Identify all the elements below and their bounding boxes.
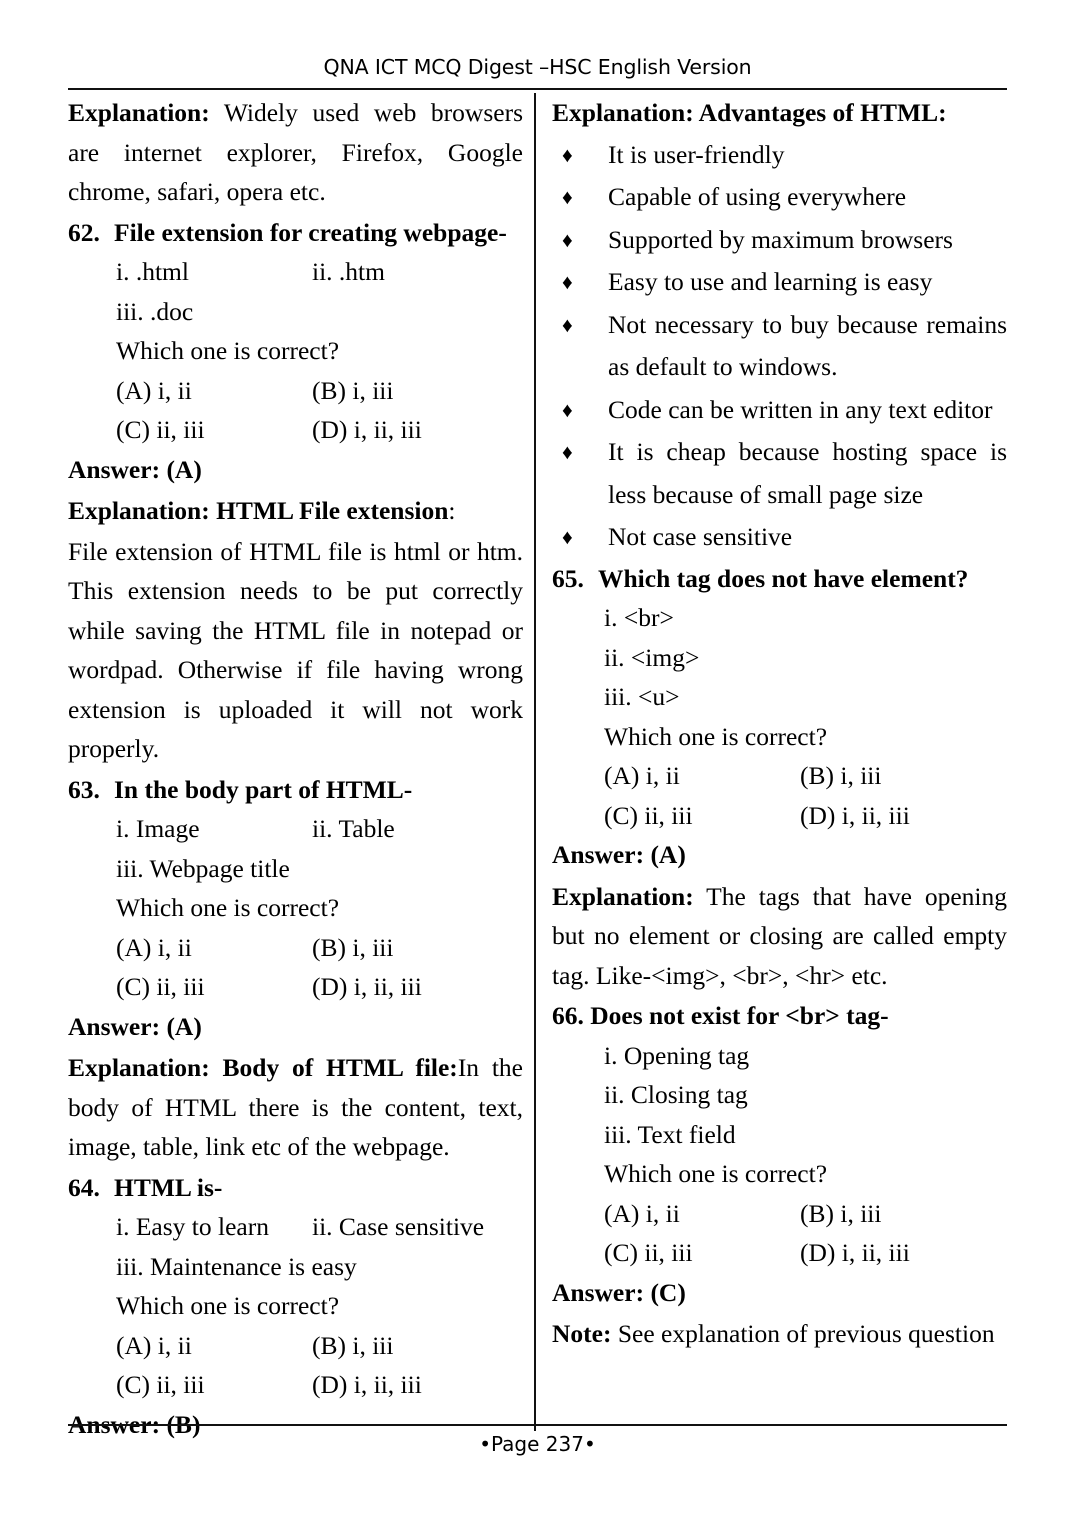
question-63-option-c[interactable]: (C) ii, iii bbox=[116, 972, 205, 1001]
question-65-heading bbox=[552, 559, 1007, 599]
diamond-bullet-icon: ♦ bbox=[562, 142, 573, 167]
question-64-option-a[interactable]: (A) i, ii bbox=[116, 1330, 192, 1360]
question-64-answer: Answer: (B) bbox=[68, 1409, 201, 1439]
question-62-item-i: i. .html bbox=[116, 257, 189, 286]
diamond-bullet-icon: ♦ bbox=[562, 397, 573, 422]
question-63-options-row-1 bbox=[68, 928, 523, 968]
question-63-item-iii: iii. Webpage title bbox=[116, 853, 290, 883]
diamond-bullet-icon: ♦ bbox=[562, 227, 573, 252]
explanation-body-of-html bbox=[68, 1048, 523, 1167]
question-66-item-i: i. Opening tag bbox=[604, 1040, 750, 1070]
question-64-number: 64. bbox=[68, 1172, 100, 1202]
explanation-browsers-lead: Explanation: bbox=[68, 98, 210, 127]
note-body: See explanation of previous question bbox=[611, 1319, 995, 1348]
question-63-option-b[interactable]: (B) i, iii bbox=[312, 932, 394, 962]
question-66-options-row-1 bbox=[552, 1194, 1007, 1234]
question-65-item-iii: iii. <u> bbox=[604, 682, 680, 711]
question-64-item-i: i. Easy to learn bbox=[116, 1212, 269, 1241]
question-63-option-d[interactable]: (D) i, ii, iii bbox=[312, 972, 422, 1001]
explanation-body-text: In the body of HTML there is the content, text, image, table, link etc of the webpage. bbox=[68, 1053, 524, 1161]
question-62-title: File extension for creating webpage- bbox=[114, 217, 507, 247]
explanation-browsers bbox=[68, 93, 523, 212]
question-66-option-a[interactable]: (A) i, ii bbox=[604, 1198, 680, 1228]
list-item bbox=[552, 219, 1007, 262]
question-65-answer: Answer: (A) bbox=[552, 840, 686, 869]
footer-divider-rule bbox=[68, 1424, 1007, 1426]
question-62-option-a[interactable]: (A) i, ii bbox=[116, 375, 192, 405]
question-66-option-b[interactable]: (B) i, iii bbox=[800, 1198, 882, 1228]
question-63-item-i: i. Image bbox=[116, 814, 200, 843]
question-62-option-c[interactable]: (C) ii, iii bbox=[116, 415, 205, 444]
diamond-bullet-icon: ♦ bbox=[562, 525, 573, 549]
question-63-option-a[interactable]: (A) i, ii bbox=[116, 932, 192, 962]
question-62-number: 62. bbox=[68, 217, 100, 247]
question-62-prompt: Which one is correct? bbox=[116, 336, 340, 365]
running-header: QNA ICT MCQ Digest –HSC English Version bbox=[323, 55, 752, 79]
list-item bbox=[552, 261, 1007, 304]
bullet-text: Easy to use and learning is easy bbox=[608, 267, 933, 296]
explanation-extension-lead: Explanation: HTML File extension bbox=[68, 496, 449, 525]
explanation-empty-tag-body: The tags that have opening but no element or closing are called empty tag. Like-<img>, <br>, <hr> etc. bbox=[552, 881, 1007, 990]
question-64-items-row-1 bbox=[68, 1207, 523, 1247]
question-65-item-i: i. <br> bbox=[604, 603, 674, 632]
list-item bbox=[552, 516, 1007, 559]
bullet-text: It is user-friendly bbox=[608, 139, 785, 169]
question-62-answer: Answer: (A) bbox=[68, 454, 202, 484]
question-65-option-b[interactable]: (B) i, iii bbox=[800, 761, 882, 790]
question-66-option-d[interactable]: (D) i, ii, iii bbox=[800, 1238, 910, 1267]
right-column bbox=[552, 93, 1007, 1419]
explanation-advantages-heading bbox=[552, 93, 1007, 133]
left-column bbox=[68, 93, 524, 1439]
question-63-number: 63. bbox=[68, 774, 100, 804]
question-64-option-b[interactable]: (B) i, iii bbox=[312, 1330, 394, 1360]
note-block bbox=[552, 1314, 1007, 1354]
question-64-option-d[interactable]: (D) i, ii, iii bbox=[312, 1370, 422, 1399]
bullet-text: Code can be written in any text editor bbox=[608, 394, 993, 424]
header-divider-rule bbox=[68, 88, 1007, 90]
question-65-item-ii: ii. <img> bbox=[604, 642, 700, 672]
question-62-option-d[interactable]: (D) i, ii, iii bbox=[312, 415, 422, 444]
bullet-text: Supported by maximum browsers bbox=[608, 224, 953, 254]
question-62-options-row-1 bbox=[68, 371, 523, 411]
question-66-options-row-2 bbox=[552, 1233, 1007, 1273]
diamond-bullet-icon: ♦ bbox=[562, 185, 573, 209]
explanation-extension-heading bbox=[68, 491, 523, 531]
list-item bbox=[552, 431, 1007, 516]
question-64-title: HTML is- bbox=[114, 1172, 223, 1202]
list-item bbox=[552, 176, 1007, 219]
question-65-prompt: Which one is correct? bbox=[604, 721, 828, 751]
question-63-prompt: Which one is correct? bbox=[116, 893, 340, 922]
question-63-options-row-2 bbox=[68, 967, 523, 1007]
question-64-prompt: Which one is correct? bbox=[116, 1291, 340, 1320]
advantages-bullet-list bbox=[552, 134, 1007, 559]
question-66-prompt: Which one is correct? bbox=[604, 1159, 828, 1188]
explanation-empty-tag bbox=[552, 877, 1007, 996]
list-item bbox=[552, 304, 1007, 389]
question-64-option-c[interactable]: (C) ii, iii bbox=[116, 1370, 205, 1399]
question-62-item-ii: ii. .htm bbox=[312, 257, 385, 286]
question-65-option-c[interactable]: (C) ii, iii bbox=[604, 800, 693, 830]
bullet-text: Not necessary to buy because remains as default to windows. bbox=[608, 309, 1007, 381]
question-65-number: 65. bbox=[552, 563, 584, 593]
diamond-bullet-icon: ♦ bbox=[562, 270, 573, 294]
question-66-item-ii: ii. Closing tag bbox=[604, 1080, 748, 1109]
question-65-option-d[interactable]: (D) i, ii, iii bbox=[800, 800, 910, 830]
explanation-extension-body: File extension of HTML file is html or htm. This extension needs to be put correctly while saving the HTML file in notepad or wordpad. Otherwise if file having wrong extension is uploaded it will not work properly. bbox=[68, 536, 523, 763]
explanation-body-lead: Explanation: Body of HTML file: bbox=[68, 1053, 458, 1082]
note-lead: Note: bbox=[552, 1319, 612, 1348]
diamond-bullet-icon: ♦ bbox=[562, 440, 573, 464]
question-62-items-row-1 bbox=[68, 252, 523, 292]
question-65-title: Which tag does not have element? bbox=[598, 563, 969, 593]
explanation-extension-lead-tail: : bbox=[448, 496, 456, 525]
bullet-text: Capable of using everywhere bbox=[608, 182, 907, 211]
question-63-answer: Answer: (A) bbox=[68, 1011, 202, 1041]
question-62-heading bbox=[68, 213, 523, 253]
question-63-items-row-1 bbox=[68, 809, 523, 849]
question-62-item-iii: iii. .doc bbox=[116, 296, 194, 326]
question-66-answer: Answer: (C) bbox=[552, 1277, 686, 1307]
explanation-advantages-lead: Explanation: Advantages of HTML: bbox=[552, 98, 947, 127]
question-65-options-row-2 bbox=[552, 796, 1007, 836]
bullet-text: Not case sensitive bbox=[608, 522, 793, 551]
explanation-empty-tag-lead: Explanation: bbox=[552, 881, 694, 911]
question-64-item-iii: iii. Maintenance is easy bbox=[116, 1251, 357, 1281]
page-number-footer: •Page 237• bbox=[479, 1432, 596, 1456]
list-item bbox=[552, 389, 1007, 432]
question-66-option-c[interactable]: (C) ii, iii bbox=[604, 1238, 693, 1267]
question-64-options-row-2 bbox=[68, 1365, 523, 1405]
question-66-heading bbox=[552, 996, 1007, 1036]
question-65-options-row-1 bbox=[552, 756, 1007, 796]
bullet-text: It is cheap because hosting space is less because of small page size bbox=[608, 437, 1007, 509]
question-63-item-ii: ii. Table bbox=[312, 814, 395, 843]
diamond-bullet-icon: ♦ bbox=[562, 312, 573, 337]
question-66-item-iii: iii. Text field bbox=[604, 1119, 736, 1149]
two-column-body bbox=[68, 93, 1007, 1439]
question-64-options-row-1 bbox=[68, 1326, 523, 1366]
question-66-title: Does not exist for <br> tag- bbox=[590, 1001, 889, 1030]
question-63-title: In the body part of HTML- bbox=[114, 774, 413, 804]
column-divider-rule bbox=[534, 93, 536, 1431]
question-64-heading bbox=[68, 1168, 523, 1208]
question-65-option-a[interactable]: (A) i, ii bbox=[604, 761, 680, 790]
question-63-heading bbox=[68, 770, 523, 810]
question-66-number: 66. bbox=[552, 1001, 584, 1030]
explanation-browsers-body: Widely used web browsers are internet explorer, Firefox, Google chrome, safari, opera etc. bbox=[68, 98, 523, 206]
list-item bbox=[552, 134, 1007, 177]
question-64-item-ii: ii. Case sensitive bbox=[312, 1212, 485, 1241]
question-62-option-b[interactable]: (B) i, iii bbox=[312, 375, 394, 405]
question-62-options-row-2 bbox=[68, 410, 523, 450]
